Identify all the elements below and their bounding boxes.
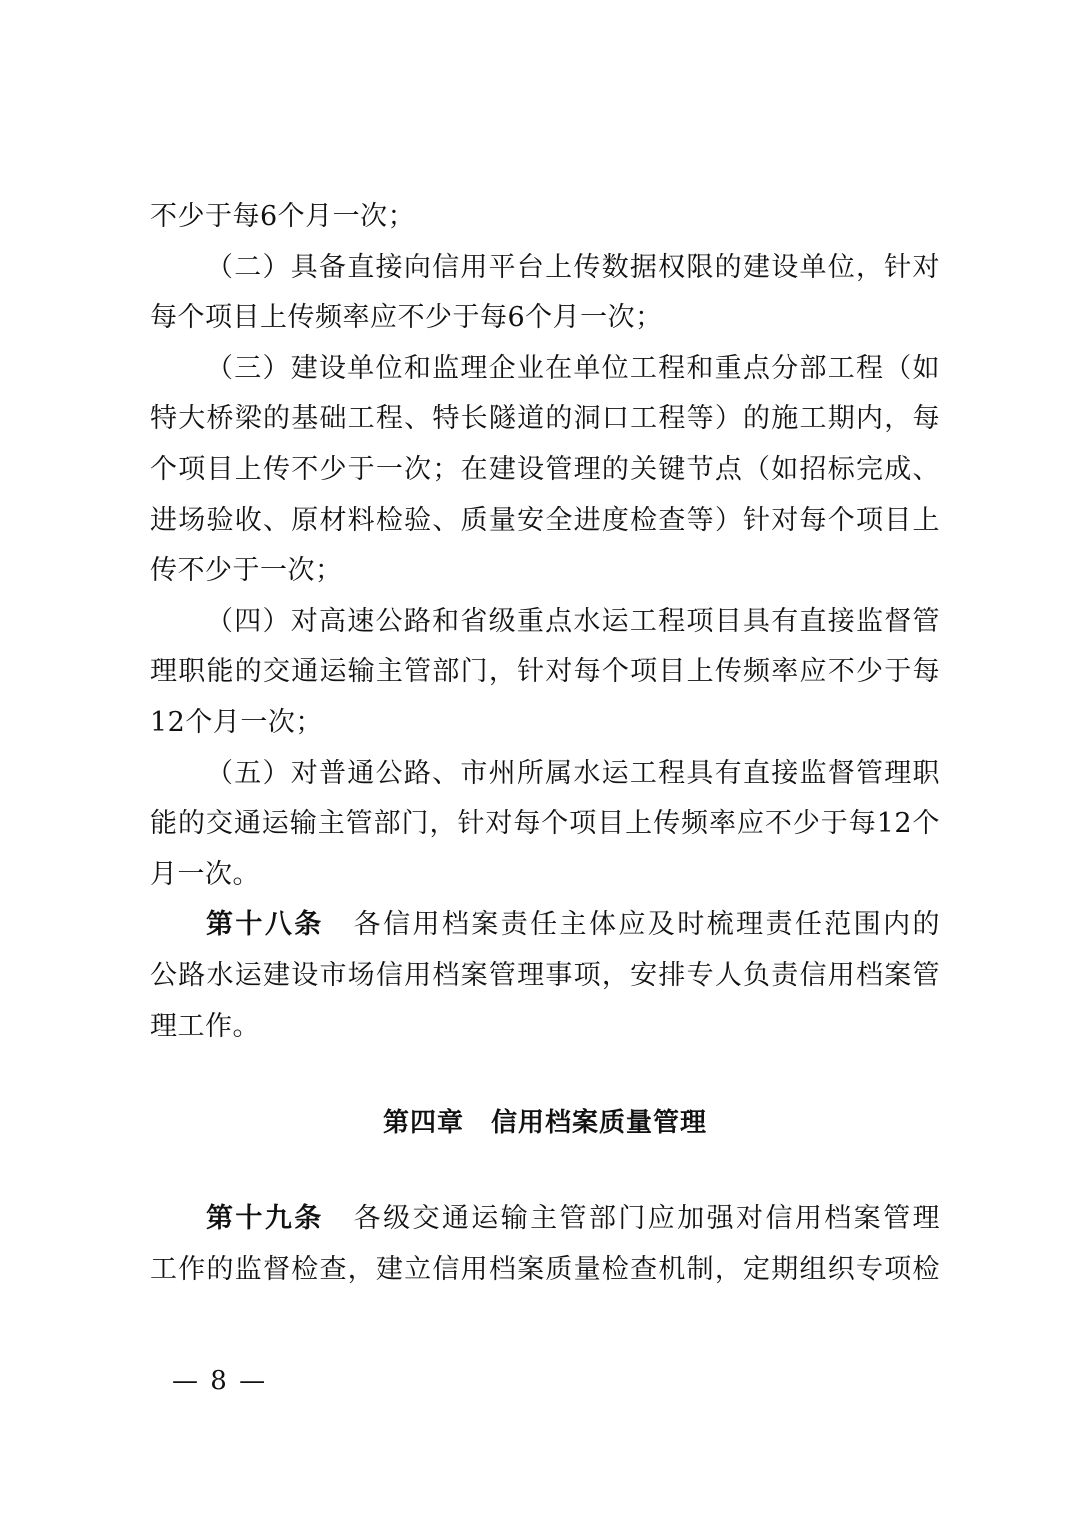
text-line: 特大桥梁的基础工程、特长隧道的洞口工程等）的施工期内，每 xyxy=(150,403,940,435)
text-line: （二）具备直接向信用平台上传数据权限的建设单位，针对 xyxy=(206,251,940,283)
text-line: 工作的监督检查，建立信用档案质量检查机制，定期组织专项检 xyxy=(150,1253,940,1285)
text-line: 公路水运建设市场信用档案管理事项，安排专人负责信用档案管 xyxy=(150,959,940,991)
text-line: （三）建设单位和监理企业在单位工程和重点分部工程（如 xyxy=(206,352,940,384)
text-line: 传不少于一次； xyxy=(150,555,343,587)
article-19-text: 各级交通运输主管部门应加强对信用档案管理 xyxy=(353,1203,940,1235)
text-line: 12个月一次； xyxy=(150,706,323,738)
document-body xyxy=(150,192,940,1295)
article-18-text: 各信用档案责任主体应及时梳理责任范围内的 xyxy=(353,909,940,941)
page-number: — 8 — xyxy=(172,1366,268,1396)
article-18-first-line xyxy=(150,900,940,951)
article-19-label: 第十九条 xyxy=(206,1203,324,1235)
text-line: 进场验收、原材料检验、质量安全进度检查等）针对每个项目上 xyxy=(150,504,940,536)
text-line: （四）对高速公路和省级重点水运工程项目具有直接监督管 xyxy=(206,605,940,637)
article-18-label: 第十八条 xyxy=(206,909,324,941)
chapter-heading: 第四章 信用档案质量管理 xyxy=(382,1108,707,1139)
text-line: （五）对普通公路、市州所属水运工程具有直接监督管理职 xyxy=(206,757,940,789)
text-line: 不少于每6个月一次； xyxy=(150,201,416,232)
text-line: 每个项目上传频率应不少于每6个月一次； xyxy=(150,302,663,334)
text-line: 理职能的交通运输主管部门，针对每个项目上传频率应不少于每 xyxy=(150,656,940,688)
article-19-first-line xyxy=(150,1194,940,1245)
text-line: 理工作。 xyxy=(150,1010,260,1042)
text-line: 个项目上传不少于一次；在建设管理的关键节点（如招标完成、 xyxy=(150,453,940,485)
text-line: 月一次。 xyxy=(150,858,260,890)
text-line: 能的交通运输主管部门，针对每个项目上传频率应不少于每12个 xyxy=(150,808,940,840)
